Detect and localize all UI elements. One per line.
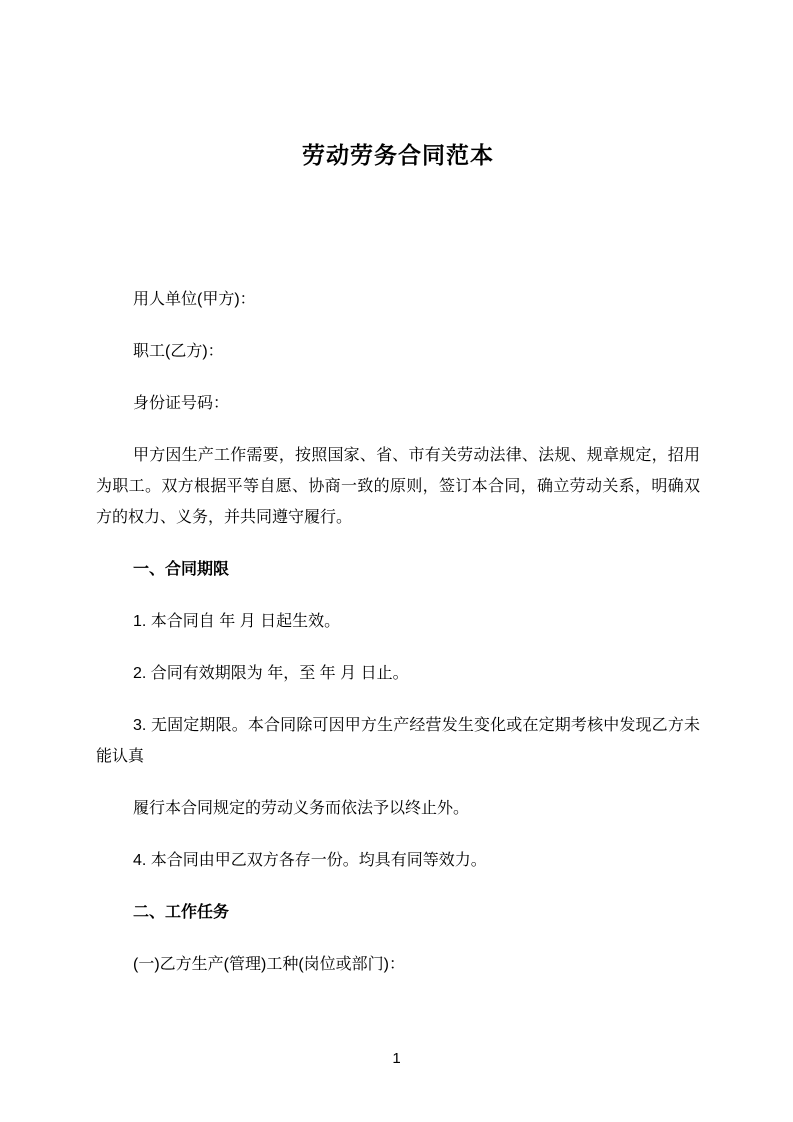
section-1-clause-2: 2. 合同有效期限为 年，至 年 月 日止。 — [133, 665, 409, 682]
intro-paragraph: 甲方因生产工作需要，按照国家、省、市有关劳动法律、法规、规章规定，招用 为职工。双方根据平等自愿、协商一致的原则，签订本合同，确立劳动关系，明确双方的权力、义务，并共同遵守履行。 — [96, 447, 700, 526]
section-1-heading: 一、合同期限 — [133, 561, 230, 578]
id-number-label: 身份证号码： — [133, 395, 230, 412]
document-title: 劳动劳务合同范本 — [302, 142, 494, 168]
section-1-clause-1: 1. 本合同自 年 月 日起生效。 — [133, 613, 341, 630]
page-number: 1 — [392, 1050, 401, 1067]
section-2-heading: 二、工作任务 — [133, 904, 230, 921]
section-1-clause-4: 4. 本合同由甲乙双方各存一份。均具有同等效力。 — [133, 852, 487, 869]
party-a-label: 用人单位(甲方)： — [133, 291, 256, 308]
party-b-label: 职工(乙方)： — [133, 343, 224, 360]
section-2-clause-1: (一)乙方生产(管理)工种(岗位或部门)： — [133, 956, 405, 973]
section-1-clause-3-continuation: 履行本合同规定的劳动义务而依法予以终止外。 — [133, 800, 470, 817]
section-1-clause-3: 3. 无固定期限。本合同除可因甲方生产经营发生变化或在定期考核中发现乙方未能认真 — [96, 717, 700, 765]
